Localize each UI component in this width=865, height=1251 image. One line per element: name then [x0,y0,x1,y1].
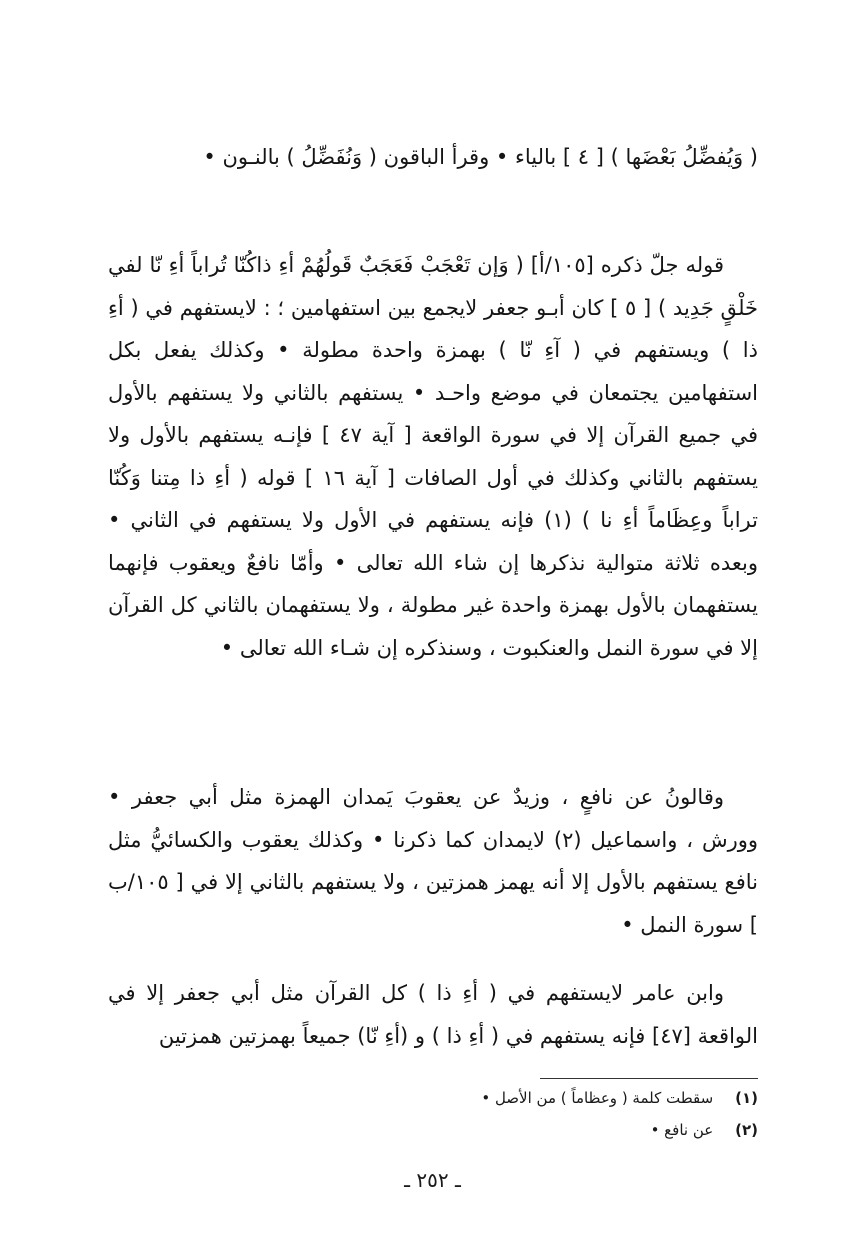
paragraph-istifham-abu-jafar: قوله جلّ ذكره [١٠٥/أ] ( وَإن تَعْجَبْ فَعَجَبٌ قَولُهُمْ أءِ ذاكُنّا تُراباً أءِ نّا لفي خَلْقٍ جَدِيد ) [ ٥ ] كان أبـو جعفر لايجمع بين استفهامين ؛ : لايستفهم في ( أءِ ذا ) ويستفهم في ( آءِ نّا ) بهمزة واحدة مطولة • وكذلك يفعل بكل استفهامين يجتمعان في موضع واحـد • يستفهم بالثاني ولا يستفهم بالأول في جميع القرآن إلا في سورة الواقعة [ آية ٤٧ ] فإنـه يستفهم بالأول ولا يستفهم بالثاني وكذلك في أول الصافات [ آية ١٦ ] قوله ( أءِ ذا مِتنا وَكُنّا تراباً وعِظَاماً أءِ نا ) (١) فإنه يستفهم في الأول ولا يستفهم في الثاني • وبعده ثلاثة متوالية نذكرها إن شاء الله تعالى • وأمّا نافعٌ ويعقوب فإنهما يستفهمان بالأول بهمزة واحدة غير مطولة ، ولا يستفهمان بالثاني كل القرآن إلا في سورة النمل والعنكبوت ، وسنذكره إن شـاء الله تعالى • [108,253,758,660]
footnotes [300,1082,758,1146]
footnote-2-number: (٢) [735,1121,758,1139]
paragraph-qalun-zayd: وقالونُ عن نافعٍ ، وزيدٌ عن يعقوبَ يَمدان الهمزة مثل أبي جعفر • وورش ، واسماعيل (٢) لايمدان كما ذكرنا • وكذلك يعقوب والكسائيُّ مثل نافع يستفهم بالأول إلا أنه يهمز همزتين ، ولا يستفهم بالثاني إلا في [ ١٠٥/ب ] سورة النمل • [108,785,759,937]
footnote-1-text: سقطت كلمة ( وعظاماً ) من الأصل • [481,1089,714,1107]
footnote-1-number: (١) [735,1089,758,1107]
footnote-1 [300,1082,758,1114]
footnote-2 [300,1114,758,1146]
paragraph-qiraat-yufaddil: ( وَيُفضِّلُ بَعْضَها ) [ ٤ ] بالياء • وقرأ الباقون ( وَنُفَضِّلُ ) بالنـون • [203,145,758,169]
page-number: ـ ٢٥٢ ـ [404,1168,461,1192]
footnote-divider [540,1078,758,1079]
paragraph-ibn-amir: وابن عامر لايستفهم في ( أءِ ذا ) كل القرآن مثل أبي جعفر إلا في الواقعة [٤٧] فإنه يستفهم في ( أءِ ذا ) و (أءِ نّا) جميعاً بهمزتين همزتين [108,981,758,1048]
footnote-2-text: عن نافع • [650,1121,714,1139]
